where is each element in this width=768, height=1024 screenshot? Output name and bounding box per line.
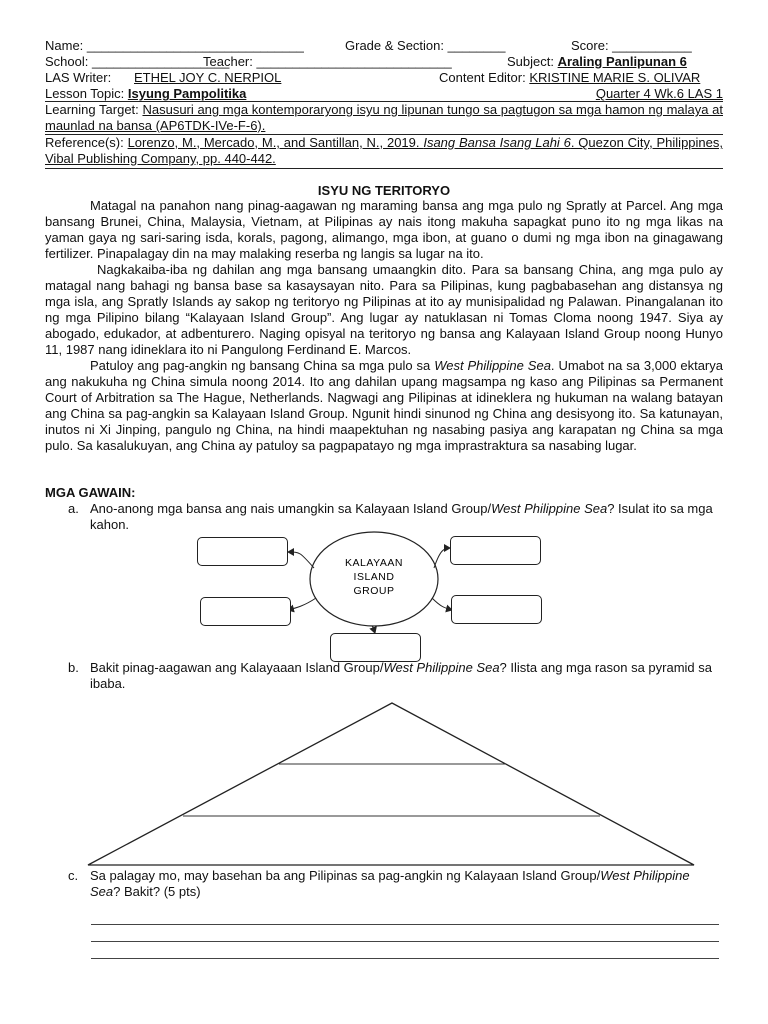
subject-value: Araling Panlipunan 6 bbox=[557, 54, 687, 69]
learning-target-label: Learning Target: bbox=[45, 102, 143, 117]
article-title: ISYU NG TERITORYO bbox=[317, 183, 451, 198]
reference-title: Isang Bansa Isang Lahi 6 bbox=[423, 135, 571, 150]
content-editor-value: KRISTINE MARIE S. OLIVAR bbox=[529, 70, 701, 85]
learning-target-value: Nasusuri ang mga kontemporaryong isyu ng lipunan tungo sa pagtugon sa mga hamon ng malaya at maunlad na bansa (AP6TDK-IVe-F-6). bbox=[45, 102, 723, 133]
lesson-topic-value: Isyung Pampolitika bbox=[127, 86, 247, 101]
activities-heading: MGA GAWAIN: bbox=[45, 485, 136, 500]
answer-lines bbox=[91, 908, 719, 959]
kalayaan-line-2: ISLAND bbox=[353, 571, 395, 583]
question-c-italic: West Philippine Sea bbox=[90, 868, 690, 899]
reference-publisher: . Quezon City, Philippines, Vibal Publishing Company, pp. 440-442. bbox=[45, 135, 723, 166]
question-c-label: c. bbox=[68, 868, 79, 883]
pyramid-outline bbox=[88, 703, 694, 865]
grade-section-field[interactable]: Grade & Section: ________ bbox=[345, 38, 506, 53]
question-c-start: Sa palagay mo, may basehan ba ang Pilipinas sa pag-angkin ng Kalayaan Island Group/ bbox=[90, 868, 601, 883]
reference-label: Reference(s): bbox=[45, 135, 128, 150]
question-a-italic: West Philippine Sea bbox=[491, 501, 608, 516]
question-c bbox=[68, 868, 723, 900]
question-c-end: ? Bakit? (5 pts) bbox=[113, 884, 201, 899]
quarter-label: Quarter 4 Wk.6 LAS 1 bbox=[595, 86, 723, 101]
question-b-start: Bakit pinag-aagawan ang Kalayaaan Island Group/ bbox=[90, 660, 384, 675]
teacher-field[interactable]: Teacher: ___________________________ bbox=[203, 54, 452, 69]
lesson-topic-label: Lesson Topic: bbox=[45, 86, 128, 101]
question-c-text bbox=[90, 868, 723, 900]
paragraph-3-italic: West Philippine Sea bbox=[434, 358, 551, 373]
paragraph-1: Matagal na panahon nang pinag-aagawan ng maraming bansa ang mga pulo ng Spratly at Parcel. Ang mga bansang Brunei, China, Malaysia, Vietnam, at Pilipinas ay nais itong makuha sapagkat puno ito ng mga likas na yaman gaya ng sari-saring isda, korals, pagong, alimango, mga ibon, at guano o dumi ng mga ibon na ginagawang fertilizer. Pinapalagay din na may malaking reserba ng langis sa lugar na ito. bbox=[45, 198, 723, 261]
question-b-end: ? Ilista ang mga rason sa pyramid sa ibaba. bbox=[90, 660, 712, 691]
subject-label: Subject: bbox=[507, 54, 558, 69]
las-writer-value: ETHEL JOY C. NERPIOL bbox=[134, 70, 282, 85]
kalayaan-line-1: KALAYAAN bbox=[345, 557, 403, 569]
paragraph-2: Nagkakaiba-iba ng dahilan ang mga bansang umaangkin dito. Para sa bansang China, ang mga pulo ay matagal nang bahagi ng bansa base sa kasaysayan nito. Para sa Pilipinas, kung pagbabasehan ang distansya ng mga isla, ang Spratly Islands ay sakop ng teritoryo ng Pilipinas at ito ay munisipalidad ng Palawan. Pinangalanan ito ng mga Pilipino bilang “Kalayaan Island Group”. Ang lugar ay natuklasan ni Tomas Cloma noong 1947. Siya ay abogado, edukador, at adbenturero. Naging opisyal na teritoryo ng bansa ang Kalayaan Island Group noong Hunyo 11, 1987 nang idineklara ito ni Pangulong Ferdinand E. Marcos. bbox=[45, 262, 723, 357]
question-a-label: a. bbox=[68, 501, 79, 516]
content-editor-label: Content Editor: bbox=[439, 70, 530, 85]
question-b-label: b. bbox=[68, 660, 79, 675]
reference-authors: Lorenzo, M., Mercado, M., and Santillan, N., 2019. bbox=[127, 135, 424, 150]
question-a-start: Ano-anong mga bansa ang nais umangkin sa Kalayaan Island Group/ bbox=[90, 501, 492, 516]
score-field[interactable]: Score: ___________ bbox=[571, 38, 692, 53]
school-field[interactable]: School: ___________________ bbox=[45, 54, 230, 69]
kalayaan-line-3: GROUP bbox=[353, 585, 395, 597]
paragraph-3-start: Patuloy ang pag-angkin ng bansang China sa mga pulo sa bbox=[90, 358, 435, 373]
las-writer-label: LAS Writer: bbox=[45, 70, 112, 85]
paragraph-3-end: . Umabot na sa 3,000 ektarya ang nakukuha ng China simula noong 2014. Ito ang dahilan upang magsampa ng kaso ang Pilipinas sa Permanent Court of Arbitration sa The Hague, Netherlands. Nagwagi ang Pilipinas at idineklera ng hukuman na walang batayan ang China sa pag-angkin sa Kalayaan Island Group. Ngunit hindi sinunod ng China ang desisyong ito. Sa katunayan, inutos ni Xi Jinping, pangulo ng China, na hindi maapektuhan ng nasabing pasiya ang karapatan ng China sa mga pulo. Sa kasalukuyan, ang China ay patuloy sa pagpapatayo ng mga imprastraktura sa nasabing lugar. bbox=[45, 358, 723, 453]
question-a-end: ? Isulat ito sa mga kahon. bbox=[90, 501, 713, 532]
name-field[interactable]: Name: ______________________________ bbox=[45, 38, 304, 53]
answer-line[interactable] bbox=[91, 942, 719, 959]
answer-line[interactable] bbox=[91, 908, 719, 925]
answer-line[interactable] bbox=[91, 925, 719, 942]
question-b-italic: West Philippine Sea bbox=[383, 660, 500, 675]
